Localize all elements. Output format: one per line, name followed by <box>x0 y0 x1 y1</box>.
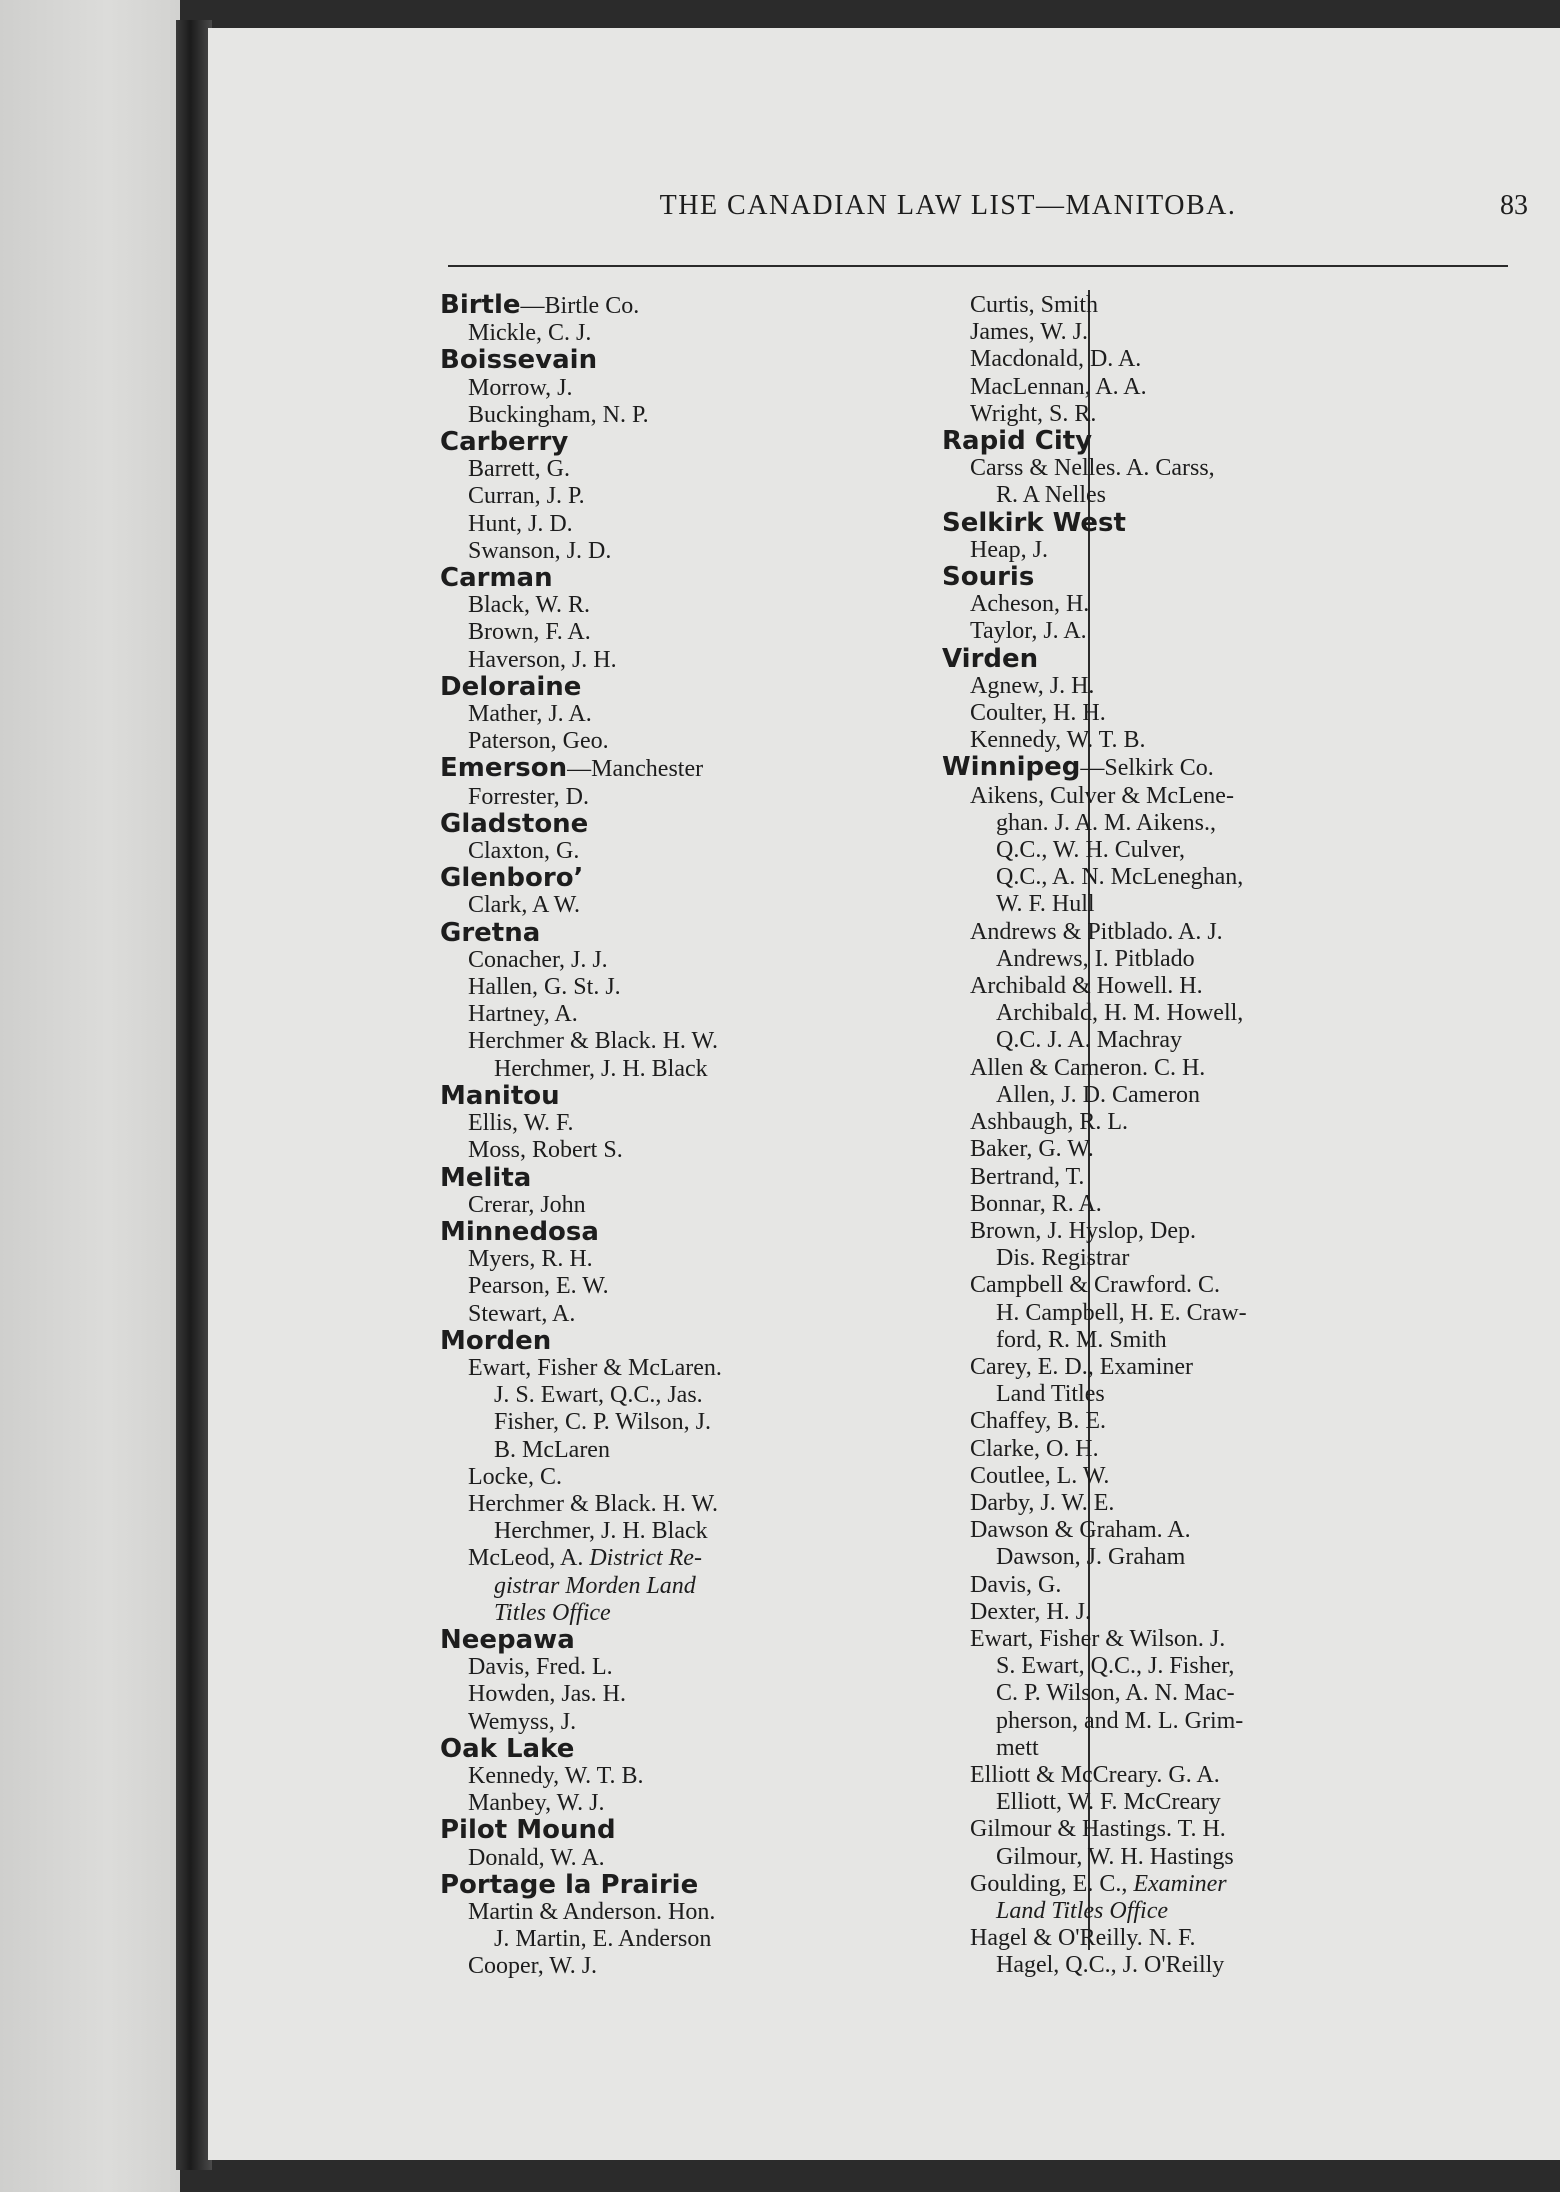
entry-text: Kennedy, W. T. B. <box>468 1762 644 1789</box>
entry-text: Myers, R. H. <box>468 1246 593 1273</box>
lawyer-entry <box>942 1572 1522 1599</box>
place-name: Rapid City <box>942 426 1093 457</box>
entry-continuation: Archibald, H. M. Howell, <box>996 1000 1244 1027</box>
entry-continuation: S. Ewart, Q.C., J. Fisher, <box>996 1653 1235 1680</box>
entry-note: District Re- <box>589 1545 702 1572</box>
entry-text: Agnew, J. H. <box>970 672 1095 699</box>
entry-continuation: W. F. Hull <box>996 891 1095 918</box>
place-name: Manitou <box>440 1080 560 1111</box>
place-name: Boissevain <box>440 345 598 376</box>
entry-text: Curran, J. P. <box>468 483 585 510</box>
entry-text: Hallen, G. St. J. <box>468 974 621 1001</box>
entry-text: Bertrand, T. <box>970 1163 1085 1190</box>
place-name: Birtle <box>440 290 521 320</box>
entry-continuation: Q.C. J. A. Machray <box>996 1027 1182 1054</box>
entry-text: Forrester, D. <box>468 783 590 810</box>
entry-text: Macdonald, D. A. <box>970 346 1142 373</box>
place-name: Carberry <box>440 427 569 458</box>
entry-continuation: Dis. Registrar <box>996 1245 1130 1272</box>
page-header <box>448 190 1528 240</box>
entry-note-continuation: gistrar Morden Land <box>494 1572 696 1599</box>
place-heading <box>942 428 1522 455</box>
place-name: Winnipeg <box>942 752 1081 783</box>
entry-text: Carss & Nelles. A. Carss, <box>970 455 1215 482</box>
entry-text: Davis, Fred. L. <box>468 1654 613 1681</box>
entry-continuation: Allen, J. D. Cameron <box>996 1081 1200 1108</box>
place-name: Oak Lake <box>440 1733 575 1764</box>
entry-text: Curtis, Smith <box>970 292 1099 318</box>
lawyer-entry <box>942 1136 1522 1163</box>
place-name: Glenboro’ <box>440 863 584 894</box>
entry-text: Ewart, Fisher & McLaren. <box>468 1354 722 1381</box>
running-head: THE CANADIAN LAW LIST—MANITOBA. <box>659 190 1237 221</box>
book-page <box>208 28 1560 2160</box>
lawyer-entry <box>942 1816 1522 1870</box>
entry-continuation: Land Titles <box>996 1381 1105 1408</box>
lawyer-entry <box>942 1109 1522 1136</box>
place-heading <box>942 564 1522 591</box>
entry-text: Dexter, H. J. <box>970 1598 1092 1625</box>
lawyer-entry <box>942 1164 1522 1191</box>
entry-continuation: Q.C., A. N. McLeneghan, <box>996 864 1244 891</box>
entry-text: Mickle, C. J. <box>468 320 592 347</box>
entry-text: Cooper, W. J. <box>468 1953 598 1980</box>
lawyer-entry <box>942 455 1522 509</box>
entry-text: Carey, E. D., Examiner <box>970 1353 1194 1380</box>
entry-text: Andrews & Pitblado. A. J. <box>970 918 1223 945</box>
entry-text: Ellis, W. F. <box>468 1110 574 1137</box>
entry-continuation: ford, R. M. Smith <box>996 1326 1167 1353</box>
lawyer-entry <box>942 1490 1522 1517</box>
entry-continuation: Andrews, I. Pitblado <box>996 945 1195 972</box>
place-name: Virden <box>942 643 1039 674</box>
entry-continuation: Herchmer, J. H. Black <box>494 1055 708 1082</box>
entry-continuation: Herchmer, J. H. Black <box>494 1518 708 1545</box>
lawyer-entry <box>942 727 1522 754</box>
entry-note-continuation: Titles Office <box>494 1599 611 1626</box>
place-name: Carman <box>440 563 553 594</box>
entry-continuation: ghan. J. A. M. Aikens., <box>996 809 1217 836</box>
place-name: Minnedosa <box>440 1216 599 1247</box>
lawyer-entry <box>942 1354 1522 1408</box>
entry-text: Manbey, W. J. <box>468 1790 605 1817</box>
entry-text: Heap, J. <box>970 536 1048 563</box>
entry-text: Wemyss, J. <box>468 1708 577 1735</box>
entry-text: Ewart, Fisher & Wilson. J. <box>970 1625 1226 1652</box>
entry-text: Baker, G. W. <box>970 1136 1094 1163</box>
entry-continuation: Elliott, W. F. McCreary <box>996 1789 1221 1816</box>
entry-text: Ashbaugh, R. L. <box>970 1109 1128 1136</box>
book-gutter <box>176 20 212 2170</box>
entry-text: Coulter, H. H. <box>970 700 1106 727</box>
place-name: Selkirk West <box>942 507 1126 538</box>
place-name: Souris <box>942 562 1035 593</box>
entry-text: Herchmer & Black. H. W. <box>468 1490 718 1517</box>
entry-text: Brown, F. A. <box>468 619 591 646</box>
entry-text: Mather, J. A. <box>468 701 592 728</box>
lawyer-entry <box>942 1408 1522 1435</box>
lawyer-entry <box>942 783 1522 919</box>
lawyer-entry <box>942 673 1522 700</box>
place-name: Deloraine <box>440 671 582 702</box>
county-name: —Selkirk Co. <box>1080 755 1214 782</box>
place-heading <box>942 643 1522 674</box>
entry-note-continuation: Land Titles Office <box>996 1897 1169 1924</box>
lawyer-entry <box>942 346 1522 373</box>
entry-text: Allen & Cameron. C. H. <box>970 1054 1206 1081</box>
county-name: —Manchester <box>567 756 704 783</box>
entry-text: Swanson, J. D. <box>468 537 612 564</box>
lawyer-entry <box>942 1871 1522 1925</box>
entry-text: Haverson, J. H. <box>468 646 617 673</box>
place-name: Gladstone <box>440 808 589 839</box>
lawyer-entry <box>942 1218 1522 1272</box>
place-name: Portage la Prairie <box>440 1869 699 1900</box>
lawyer-entry <box>942 1925 1522 1979</box>
entry-text: McLeod, A. <box>468 1545 590 1572</box>
entry-text: Paterson, Geo. <box>468 728 609 755</box>
entry-continuation: Gilmour, W. H. Hastings <box>996 1843 1234 1870</box>
entry-text: Archibald & Howell. H. <box>970 973 1203 1000</box>
entry-text: Wright, S. R. <box>970 400 1097 427</box>
place-name: Morden <box>440 1325 552 1356</box>
entry-text: Darby, J. W. E. <box>970 1489 1115 1516</box>
entry-text: Herchmer & Black. H. W. <box>468 1028 718 1055</box>
entry-text: Conacher, J. J. <box>468 946 608 973</box>
entry-text: Clark, A W. <box>468 892 581 919</box>
entry-continuation: J. Martin, E. Anderson <box>494 1926 712 1953</box>
lawyer-entry <box>942 292 1522 319</box>
lawyer-entry <box>942 401 1522 428</box>
lawyer-entry <box>942 1599 1522 1626</box>
place-name: Gretna <box>440 917 541 948</box>
place-name: Neepawa <box>440 1624 575 1655</box>
lawyer-entry <box>942 973 1522 1055</box>
entry-text: Howden, Jas. H. <box>468 1681 626 1708</box>
entry-text: Coutlee, L. W. <box>970 1462 1110 1489</box>
place-heading <box>942 507 1522 538</box>
entry-text: Hunt, J. D. <box>468 510 573 537</box>
entry-text: Acheson, H. <box>970 591 1090 618</box>
entry-text: Stewart, A. <box>468 1300 576 1327</box>
entry-continuation: Hagel, Q.C., J. O'Reilly <box>996 1952 1225 1979</box>
entry-continuation: Q.C., W. H. Culver, <box>996 837 1186 864</box>
entry-text: Locke, C. <box>468 1463 562 1490</box>
place-name: Pilot Mound <box>440 1815 616 1846</box>
lawyer-entry <box>942 618 1522 645</box>
entry-text: Hagel & O'Reilly. N. F. <box>970 1925 1196 1952</box>
right-column <box>942 292 1522 1980</box>
entry-text: Clarke, O. H. <box>970 1435 1099 1462</box>
lawyer-entry <box>942 1191 1522 1218</box>
entry-continuation: B. McLaren <box>494 1436 610 1463</box>
entry-text: Moss, Robert S. <box>468 1137 623 1164</box>
entry-continuation: Dawson, J. Graham <box>996 1544 1186 1571</box>
entry-text: Aikens, Culver & McLene- <box>970 782 1234 809</box>
entry-continuation: mett <box>996 1734 1039 1761</box>
entry-continuation: C. P. Wilson, A. N. Mac- <box>996 1680 1235 1707</box>
entry-text: Martin & Anderson. Hon. <box>468 1898 716 1925</box>
entry-text: Morrow, J. <box>468 374 573 401</box>
entry-text: Davis, G. <box>970 1571 1062 1598</box>
entry-text: Claxton, G. <box>468 838 580 865</box>
entry-continuation: pherson, and M. L. Grim- <box>996 1707 1244 1734</box>
entry-text: Dawson & Graham. A. <box>970 1517 1191 1544</box>
page-number: 83 <box>1500 190 1528 221</box>
lawyer-entry <box>942 319 1522 346</box>
entry-text: Bonnar, R. A. <box>970 1190 1102 1217</box>
lawyer-entry <box>942 1463 1522 1490</box>
lawyer-entry <box>942 1436 1522 1463</box>
entry-text: Brown, J. Hyslop, Dep. <box>970 1217 1196 1244</box>
lawyer-entry <box>942 700 1522 727</box>
entry-text: Barrett, G. <box>468 456 570 483</box>
place-heading <box>942 754 1522 782</box>
entry-text: Taylor, J. A. <box>970 618 1087 645</box>
entry-text: Hartney, A. <box>468 1001 578 1028</box>
entry-text: Black, W. R. <box>468 592 591 619</box>
entry-text: James, W. J. <box>970 319 1089 346</box>
entry-text: Crerar, John <box>468 1191 586 1218</box>
entry-continuation: J. S. Ewart, Q.C., Jas. <box>494 1382 703 1409</box>
entry-continuation: H. Campbell, H. E. Craw- <box>996 1299 1247 1326</box>
county-name: —Birtle Co. <box>520 293 640 319</box>
lawyer-entry <box>942 1626 1522 1762</box>
lawyer-entry <box>942 1055 1522 1109</box>
lawyer-entry <box>942 591 1522 618</box>
lawyer-entry <box>942 1762 1522 1816</box>
header-rule <box>448 265 1508 267</box>
place-name: Emerson <box>440 753 568 784</box>
entry-text: Gilmour & Hastings. T. H. <box>970 1816 1226 1843</box>
lawyer-entry <box>942 919 1522 973</box>
entry-continuation: R. A Nelles <box>996 482 1107 509</box>
place-name: Melita <box>440 1162 532 1193</box>
entry-continuation: Fisher, C. P. Wilson, J. <box>494 1409 712 1436</box>
entry-text: Kennedy, W. T. B. <box>970 727 1146 754</box>
lawyer-entry <box>942 537 1522 564</box>
entry-text: Chaffey, B. E. <box>970 1408 1106 1435</box>
lawyer-entry <box>942 1272 1522 1354</box>
entry-text: Pearson, E. W. <box>468 1273 609 1300</box>
lawyer-entry <box>942 374 1522 401</box>
entry-text: Buckingham, N. P. <box>468 401 649 428</box>
entry-text: MacLennan, A. A. <box>970 373 1147 400</box>
entry-text: Goulding, E. C., <box>970 1870 1134 1897</box>
entry-text: Campbell & Crawford. C. <box>970 1272 1220 1299</box>
facing-page-edge <box>0 0 180 2192</box>
lawyer-entry <box>942 1517 1522 1571</box>
entry-note: Examiner <box>1133 1870 1227 1897</box>
entry-text: Elliott & McCreary. G. A. <box>970 1761 1220 1788</box>
entry-text: Donald, W. A. <box>468 1844 605 1871</box>
